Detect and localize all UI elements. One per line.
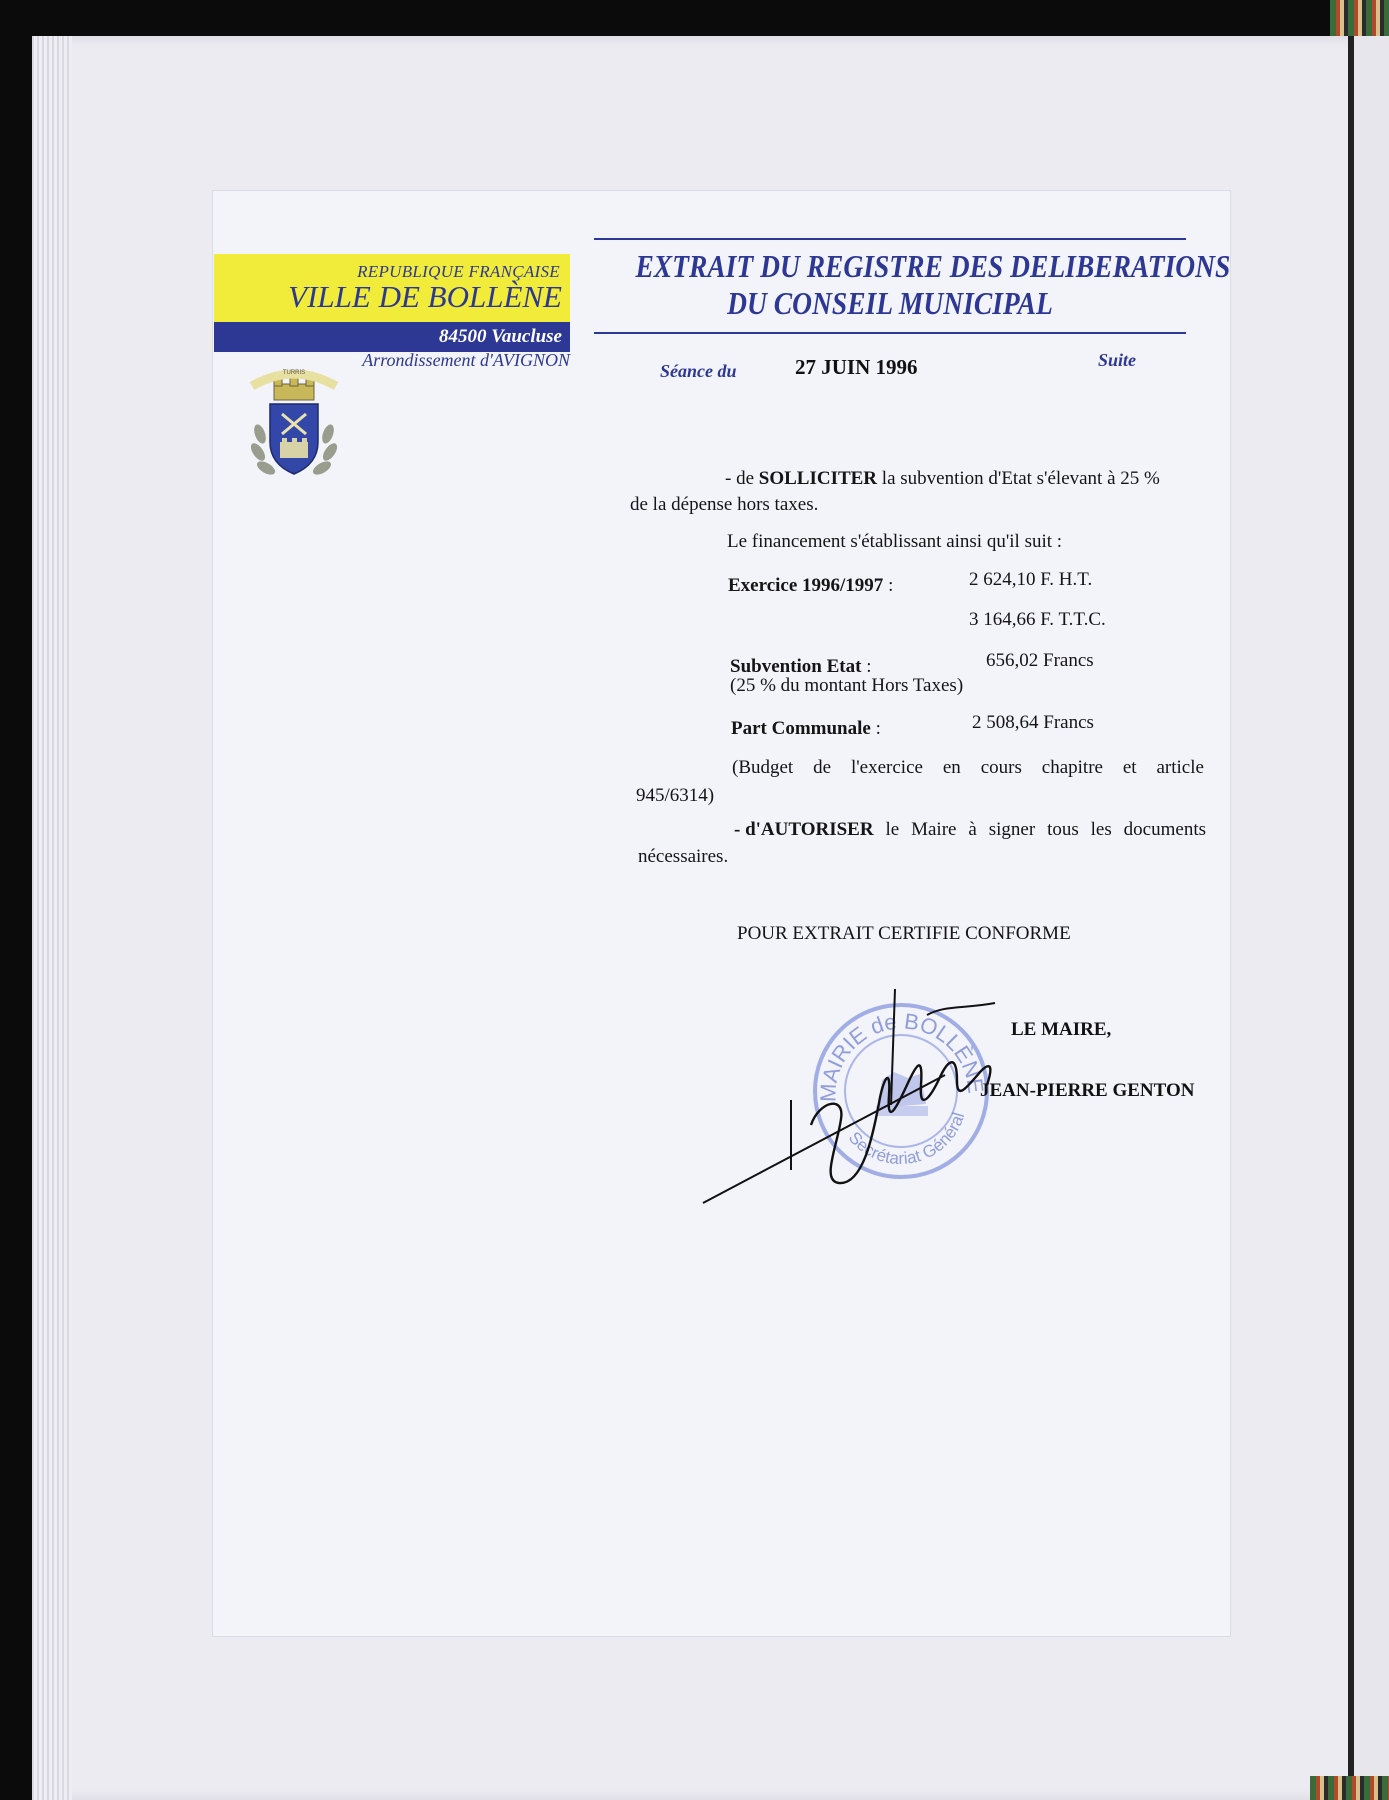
stamp-top-text: MAIRIE de BOLLÈNE (815, 1008, 989, 1103)
autoriser-line2: nécessaires. (638, 846, 729, 867)
mayor-title: LE MAIRE, (1011, 1019, 1112, 1040)
subvention-note: (25 % du montant Hors Taxes) (730, 675, 964, 696)
subvention-value: 656,02 Francs (986, 650, 1094, 671)
title-rule-top (594, 238, 1186, 240)
solliciter-prefix: - de (725, 468, 759, 489)
bookmark-ribbon-bottom (1310, 1776, 1389, 1800)
budget-line (732, 756, 1204, 779)
page-edges (32, 36, 72, 1800)
subvention-sep: : (861, 656, 872, 677)
letterhead-arrondissement: Arrondissement d'AVIGNON (362, 350, 570, 370)
document-title-line1: EXTRAIT DU REGISTRE DES DELIBERATIONS (635, 248, 1231, 284)
mayor-name: JEAN-PIERRE GENTON (980, 1080, 1195, 1101)
budget-word: l'exercice (850, 757, 923, 778)
solliciter-keyword: SOLLICITER (758, 468, 878, 489)
coat-of-arms-icon (248, 364, 340, 482)
autoriser-word: documents (1123, 819, 1206, 840)
budget-line2: 945/6314) (636, 785, 715, 806)
budget-word: cours (980, 757, 1022, 778)
solliciter-line2: de la dépense hors taxes. (630, 494, 819, 515)
autoriser-word: le (885, 819, 900, 840)
subvention-label-text: Subvention Etat (730, 656, 862, 677)
document-title-line2: DU CONSEIL MUNICIPAL (727, 285, 1053, 321)
solliciter-line (725, 467, 1160, 490)
certifie-conforme: POUR EXTRAIT CERTIFIE CONFORME (737, 923, 1071, 944)
budget-word: chapitre (1041, 757, 1103, 778)
exercice-ht: 2 624,10 F. H.T. (969, 569, 1093, 590)
seance-date: 27 JUIN 1996 (795, 355, 918, 379)
next-page-edge (1354, 36, 1389, 1800)
budget-word: (Budget (732, 757, 794, 778)
budget-word: en (942, 757, 961, 778)
part-communale-value: 2 508,64 Francs (972, 712, 1094, 733)
crest-motto: TURRIS (282, 370, 306, 376)
budget-word: de (813, 757, 832, 778)
suite-label: Suite (1098, 350, 1137, 370)
solliciter-rest: la subvention d'Etat s'élevant à 25 % (877, 468, 1160, 489)
stamp-bottom-text: Secrétariat Général (844, 1110, 969, 1169)
title-rule-bottom (594, 332, 1186, 334)
exercice-sep: : (883, 575, 894, 596)
autoriser-word: à (968, 819, 977, 840)
autoriser-word: Maire (911, 819, 957, 840)
seance-label: Séance du (660, 361, 737, 381)
bookmark-ribbon (1330, 0, 1389, 36)
part-communale-label-text: Part Communale (731, 718, 871, 739)
autoriser-word: les (1090, 819, 1112, 840)
part-communale-label (731, 717, 881, 740)
autoriser-word: tous (1047, 819, 1079, 840)
autoriser-word: signer (988, 819, 1036, 840)
exercice-label (728, 574, 893, 597)
autoriser-line (734, 818, 1206, 841)
scanned-document (212, 190, 1231, 1637)
letterhead-ville: VILLE DE BOLLÈNE (288, 279, 562, 314)
part-communale-sep: : (870, 718, 881, 739)
mayor-signature (695, 985, 1025, 1210)
budget-word: et (1122, 757, 1137, 778)
budget-word: article (1156, 757, 1204, 778)
exercice-label-text: Exercice 1996/1997 (728, 575, 884, 596)
letterhead-postal: 84500 Vaucluse (439, 326, 562, 347)
financement-intro: Le financement s'établissant ainsi qu'il suit : (727, 531, 1063, 552)
letterhead-republique: REPUBLIQUE FRANÇAISE (357, 262, 560, 281)
exercice-ttc: 3 164,66 F. T.T.C. (969, 609, 1106, 630)
autoriser-keyword: - d'AUTORISER (734, 819, 874, 840)
